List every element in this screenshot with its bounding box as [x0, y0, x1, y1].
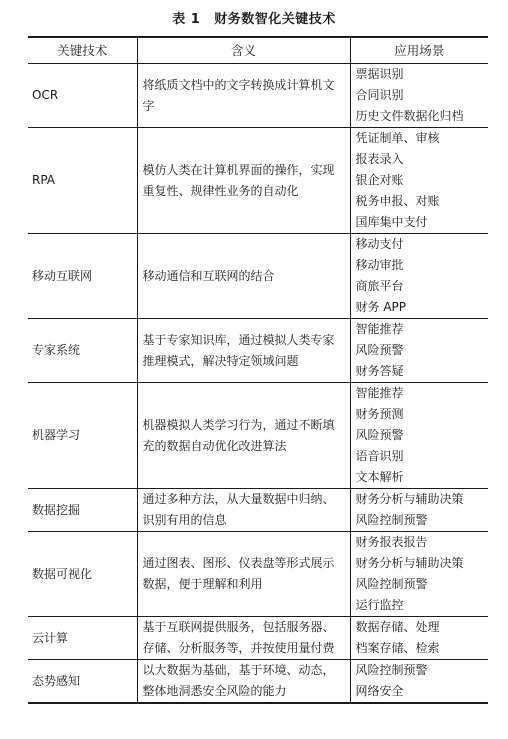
applications-cell [350, 319, 488, 383]
table-number: 表 1 [172, 12, 201, 27]
meaning-cell: 模仿人类在计算机界面的操作，实现重复性、规律性业务的自动化 [137, 128, 350, 234]
application-item: 文本解析 [355, 470, 404, 484]
applications-cell [350, 383, 488, 489]
tech-cell: 专家系统 [28, 319, 137, 383]
application-item: 票据识别 [355, 67, 404, 81]
tech-cell: 态势感知 [28, 660, 137, 704]
application-item: 运行监控 [355, 598, 404, 612]
application-item: 财务 APP [355, 300, 406, 314]
tech-cell: 数据挖掘 [28, 489, 137, 532]
application-item: 财务分析与辅助决策 [355, 556, 464, 570]
tech-cell: 机器学习 [28, 383, 137, 489]
application-item: 风险控制预警 [355, 513, 428, 527]
meaning-cell: 移动通信和互联网的结合 [137, 234, 350, 319]
application-item: 风险预警 [355, 428, 404, 442]
tech-cell: OCR [28, 64, 137, 128]
table-row [28, 383, 488, 489]
key-technologies-table [28, 36, 488, 704]
application-item: 移动支付 [355, 237, 404, 251]
table-row [28, 234, 488, 319]
application-item: 税务申报、对账 [355, 194, 440, 208]
application-item: 智能推荐 [355, 386, 404, 400]
table-row [28, 617, 488, 660]
table-row [28, 532, 488, 617]
meaning-cell: 基于互联网提供服务，包括服务器、存储、分析服务等，并按使用量付费 [137, 617, 350, 660]
application-item: 财务答疑 [355, 364, 404, 378]
tech-cell: 数据可视化 [28, 532, 137, 617]
table-row [28, 64, 488, 128]
applications-cell [350, 617, 488, 660]
application-item: 银企对账 [355, 173, 404, 187]
meaning-cell: 通过多种方法，从大量数据中归纳、识别有用的信息 [137, 489, 350, 532]
header-meaning: 含义 [137, 37, 350, 64]
table-row [28, 660, 488, 704]
application-item: 档案存储、检索 [355, 641, 440, 655]
application-item: 合同识别 [355, 88, 404, 102]
table-header-row [28, 37, 488, 64]
applications-cell [350, 234, 488, 319]
table-row [28, 489, 488, 532]
application-item: 风险控制预警 [355, 577, 428, 591]
application-item: 凭证制单、审核 [355, 131, 440, 145]
applications-cell [350, 532, 488, 617]
application-item: 财务预测 [355, 407, 404, 421]
application-item: 报表录入 [355, 152, 404, 166]
application-item: 国库集中支付 [355, 215, 428, 229]
application-item: 语音识别 [355, 449, 404, 463]
application-item: 网络安全 [355, 684, 404, 698]
applications-cell [350, 128, 488, 234]
meaning-cell: 通过图表、图形、仪表盘等形式展示数据，便于理解和利用 [137, 532, 350, 617]
application-item: 数据存储、处理 [355, 620, 440, 634]
header-applications: 应用场景 [350, 37, 488, 64]
application-item: 财务分析与辅助决策 [355, 492, 464, 506]
header-tech: 关键技术 [28, 37, 137, 64]
application-item: 风险预警 [355, 343, 404, 357]
application-item: 移动审批 [355, 258, 404, 272]
tech-cell: 移动互联网 [28, 234, 137, 319]
applications-cell [350, 660, 488, 704]
tech-cell: 云计算 [28, 617, 137, 660]
table-caption [0, 8, 508, 27]
meaning-cell: 以大数据为基础，基于环境、动态，整体地洞悉安全风险的能力 [137, 660, 350, 704]
applications-cell [350, 489, 488, 532]
application-item: 历史文件数据化归档 [355, 109, 464, 123]
meaning-cell: 机器模拟人类学习行为，通过不断填充的数据自动优化改进算法 [137, 383, 350, 489]
tech-cell: RPA [28, 128, 137, 234]
application-item: 智能推荐 [355, 322, 404, 336]
application-item: 商旅平台 [355, 279, 404, 293]
application-item: 财务报表报告 [355, 535, 428, 549]
meaning-cell: 基于专家知识库，通过模拟人类专家推理模式，解决特定领域问题 [137, 319, 350, 383]
meaning-cell: 将纸质文档中的文字转换成计算机文字 [137, 64, 350, 128]
table-row [28, 319, 488, 383]
table-title: 财务数智化关键技术 [214, 12, 336, 27]
applications-cell [350, 64, 488, 128]
table-row [28, 128, 488, 234]
application-item: 风险控制预警 [355, 663, 428, 677]
